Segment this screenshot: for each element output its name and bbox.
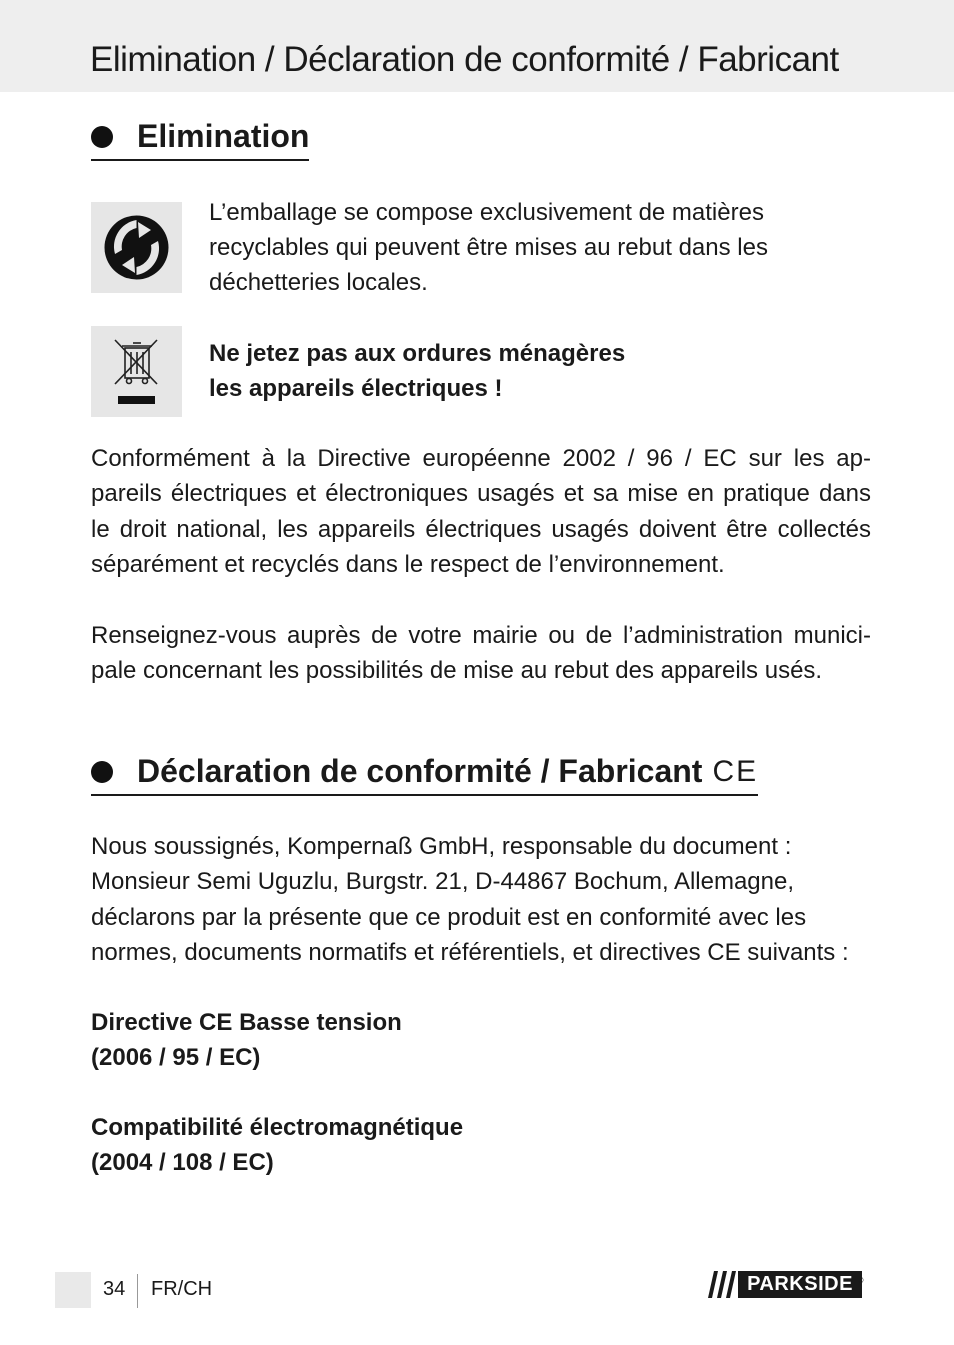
elimination-heading xyxy=(91,118,309,161)
logo-stripes-icon xyxy=(704,1271,738,1298)
low-voltage-directive xyxy=(91,1005,871,1076)
text-line: Conformément à la Directive européenne 2002 / 96 / EC sur les ap- xyxy=(91,445,871,472)
text-line: recyclables qui peuvent être mises au rebut dans les xyxy=(209,234,768,261)
text-line: normes, documents normatifs et référentiels, et directives CE suivants : xyxy=(91,938,849,966)
brand-name: PARKSIDE xyxy=(747,1273,853,1295)
crossed-out-bin-icon xyxy=(91,326,182,417)
text-line: Ne jetez pas aux ordures ménagères xyxy=(209,340,626,367)
directive-paragraph xyxy=(91,441,871,582)
text-line: le droit national, les appareils électriques usagés doivent être collectés xyxy=(91,515,871,543)
text-line: Compatibilité électromagnétique xyxy=(91,1114,464,1141)
locale-label: FR/CH xyxy=(151,1278,213,1300)
emc-directive xyxy=(91,1110,871,1181)
parkside-logo xyxy=(704,1271,862,1298)
bullet-icon xyxy=(91,126,113,148)
text-line: Renseignez-vous auprès de votre mairie ou de l’administration munici- xyxy=(91,622,871,649)
recycle-icon-box xyxy=(91,202,182,293)
elimination-heading-text: Elimination xyxy=(137,118,310,154)
text-line: déclarons par la présente que ce produit est en conformité avec les xyxy=(91,903,807,931)
text-line: (2004 / 108 / EC) xyxy=(91,1149,274,1177)
conformity-heading-text: Déclaration de conformité / Fabricant xyxy=(137,753,703,789)
footer-divider xyxy=(137,1274,138,1308)
text-line: Monsieur Semi Uguzlu, Burgstr. 21, D-44867 Bochum, Allemagne, xyxy=(91,868,795,896)
text-line: L’emballage se compose exclusivement de matières xyxy=(209,199,764,226)
text-line: séparément et recyclés dans le respect de l’environnement. xyxy=(91,550,725,578)
info-paragraph xyxy=(91,618,871,689)
conformity-heading xyxy=(91,753,758,796)
warning-text xyxy=(209,336,849,406)
text-line: déchetteries locales. xyxy=(209,269,428,296)
ce-mark-icon: CE xyxy=(712,754,759,788)
text-line: Nous soussignés, Kompernaß GmbH, responsable du document : xyxy=(91,833,792,860)
packaging-text xyxy=(209,195,849,300)
text-line: les appareils électriques ! xyxy=(209,375,503,402)
weee-icon-box xyxy=(91,326,182,417)
declaration-paragraph xyxy=(91,829,871,970)
text-line: (2006 / 95 / EC) xyxy=(91,1044,261,1072)
text-line: pareils électriques et électroniques usagés et sa mise en pratique dans xyxy=(91,480,871,508)
registered-mark: ® xyxy=(857,1276,864,1285)
green-dot-recycle-icon xyxy=(91,202,182,293)
logo-text xyxy=(738,1271,862,1298)
footer-box xyxy=(55,1272,91,1308)
text-line: Directive CE Basse tension xyxy=(91,1009,402,1036)
text-line: pale concernant les possibilités de mise au rebut des appareils usés. xyxy=(91,657,823,685)
page-number: 34 xyxy=(103,1278,126,1300)
page-title: Elimination / Déclaration de conformité / Fabricant xyxy=(90,40,839,79)
bullet-icon xyxy=(91,761,113,783)
